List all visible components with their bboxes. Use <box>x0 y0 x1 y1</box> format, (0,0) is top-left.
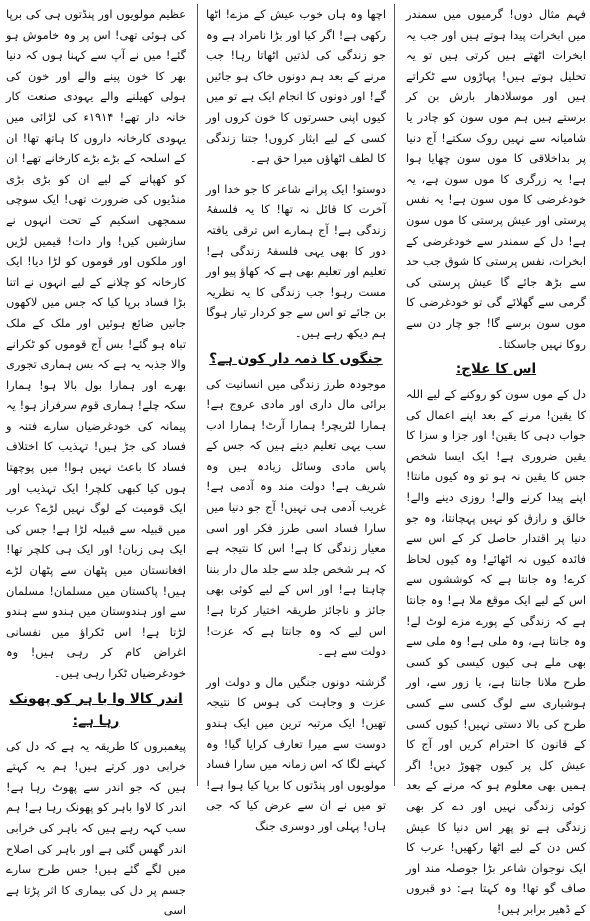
column-middle-paragraph-2: دوستو! ایک پرانے شاعر کا جو خدا اور آخرت کا قائل نہ تھا! کا یہ فلسفۂ زندگی ہے! آج ہمارے اس ترقی یافتہ دور کا بھی یہی فلسفۂ زندگی ہے! تعلیم اور تعلیم بھی ہے کہ کھاؤ پیو اور مست رہو! جب زندگی کا یہ نظریہ بن جائے تو اس سے جو کردار تیار ہوگا ہم دیکھ رہے ہیں۔ <box>206 181 386 340</box>
column-divider-left <box>197 4 198 786</box>
column-middle-paragraph-3: موجودہ طرز زندگی میں انسانیت کی برائی مال داری اور مادی عروج ہے! ہمارا لٹریچر! ہمارا آرٹ! ہمارا ادب سب یہی تعلیم دیتے ہیں کہ جس کے پاس مادی وسائل زیادہ ہیں وہ شریف ہے! دولت مند وہ آدمی ہے! غریب آدمی ہی نہیں! آج جو دنیا میں سارا فساد اسی طرز فکر اور اسی معیار زندگی کا ہے! اس کا نتیجہ ہے کہ ہر شخص جلد سے جلد مال دار بننا چاہتا ہے! اور اس کے لیے کوئی بھی جائز و ناجائز طریقہ اختیار کرتا ہے! اس لیے کہ وہ جانتا ہے کہ عزت! دولت سے ہے۔ <box>206 376 386 659</box>
column-left <box>6 4 186 921</box>
column-left-paragraph-1: عظیم مولویوں اور پنڈتوں ہی کی برپا کی ہوئی تھی! اس پر وہ خاموش ہو گئے! میں نے آپ سے کہنا ہوں کہ دنیا بھر کا خون پینے والے اور خون کی ہولی کھیلنے والے یہودی صنعت کار خانہ دار تھے! ۱۹۱۴ء کی لڑائی میں یہودی کارخانہ داروں کا ہاتھ تھا! ان کے اسلحہ کے بڑے بڑے کارخانے تھے! ان کو کھپانے کے لیے ان کو بڑی بڑی منڈیوں کی ضرورت تھی! ایک سوچی سمجھی اسکیم کے تحت انہوں نے سازشیں کیں! وار دات! قیمیں لڑیں اور ملکوں اور قوموں کو لڑا دیا! ایک کارخانہ کو چلانے کے لیے انہوں نے اتنا بڑا فساد برپا کیا کہ جس میں لاکھوں جانیں ضائع ہوئیں اور ملک کے ملک تباہ ہو گئے! بس آج قوموں کو ٹکرانے والا جذبہ یہ ہے کہ بس ہماری تجوری بھرے اور ہمارا بول بالا ہو! ہمارا سکہ چلے! ہماری قوم سرفراز ہو! یہ پیمانہ کی خودغرضیاں سارے فتنہ و فساد کی جڑ ہیں! تہذیب کا اختلاف فساد کا باعث نہیں ہوا! میں پوچھتا ہوں کیا کبھی کلچر! ایک تہذیب اور ایک قومیت کے لوگ نہیں لڑے؟ عرب میں قبیلہ سے قبیلہ لڑا ہے! جس کی ایک ہی زبان! اور ایک ہی کلچر تھا! افغانستان میں پٹھان سے پٹھان لڑے ہیں! پاکستان میں مسلمان! مسلمان سے اور ہندوستان میں ہندو سے ہندو لڑتا ہے! اس ٹکراؤ میں نفسانی اغراض کام کر رہی ہیں! وہ خودغرضیاں ٹکرا رہی ہیں۔ <box>6 7 186 680</box>
column-middle <box>206 4 386 837</box>
spacer <box>206 169 386 179</box>
heading-wars-responsibility: جنگوں کا ذمہ دار کون ہے؟ <box>209 350 383 367</box>
column-divider-right <box>394 4 395 786</box>
heading-lava: اندر کالا وا با ہر کو پھونک رہا ہے: <box>9 690 183 729</box>
spacer <box>206 662 386 672</box>
column-right-paragraph-2: دل کے موں سون کو روکنے کے لیے اللہ کا یقین! مرنے کے بعد اپنے اعمال کی جواب دہی کا یقین! اور جزا و سزا کا یقین ضروری ہے! ایک ایسا شخص جس کا یقین نہ ہو تو وہ کیوں مانتا! اپنے پیدا کرنے والے! روزی دینے والے! خالق و رازق کو نہیں پہچانتا، وہ جو دنیا پر اقتدار حاصل کر کے اس سے فائدہ کیوں نہ اٹھائے! وہ کیوں لحاظ کرے! وہ جانتا ہے کہ کوششوں سے اس کے لیے ایک موقع ملا ہے! وہ جانتا ہے کہ زندگی کے پورے مزے لوٹ لے! وہ جانتا ہے، وہ ملی ہے! وہ ملی سے بھی ملے ہی کیوں کیسی کو کسی طرح ملانا جانتا ہے، یا زور سے، اور ہوشیاری سے لوگ کسی سے کسی طرح کی بالا دستی نہیں! کیوں کسی کے قانون کا احترام کریں اور آج کا عیش کل پر کیوں چھوڑ دیں! اگر ہمیں بھی معلوم ہو کہ مرنے کے بعد کوئی زندگی نہیں اور دے کر بھی زندگی ہے تو پھر اس دنیا کا عیش کس دن کے لیے اٹھا رکھیں! عرب کا ایک نوجوان شاعر بڑا جوصلہ مند اور صاف گو تھا! وہ کہتا ہے: دو قبروں کے ڈھیر برابر ہیں! <box>406 387 586 916</box>
column-left-paragraph-2: پیغمبروں کا طریقہ یہ ہے کہ دل کی خرابی دور کرتے ہیں! ہم یہ کہتے ہیں کہ جو اندر سے پھوٹ رہا ہے! اندر کا لاوا باہر کو پھونک رہا ہے! ہم سب کہہ رہے ہیں کہ باہر کی خرابی اندر گھس گئی ہے اور باہر کی اصلاح میں لگے گئے ہیں! جس طرح سارے جسم پر دل کی بیماری کا اثر پڑتا ہے اسی <box>6 738 186 918</box>
column-middle-paragraph-1: اچھا وہ ہاں خوب عیش کے مزے! اٹھا رکھی ہے! اگر کیا اور بڑا نامراد ہے وہ جو زندگی کی لذتیں اٹھاتا رہا! جب مرنے کے بعد ہم دونوں خاک ہو جائیں گے! اور دونوں کا انجام ایک ہے تو میں کیوں اپنی حسرتوں کا خون کروں اور کسی کے لیے ایثار کروں! جتنا زندگی کا لطف اٹھاؤں میرا حق ہے۔ <box>206 7 386 166</box>
column-middle-paragraph-4: گزشتہ دونوں جنگیں مال و دولت اور عزت و وجاہت کی ہوس کا نتیجہ تھیں! ایک مرتبہ ترین میں ایک ہندو دوست سے میرا تعارف کرایا گیا! وہ کہنے لگا کہ اس زمانہ میں سارا فساد مولویوں اور پنڈتوں کا برپا کیا ہوا ہے! تو میں نے ان سے عرض کیا کہ جی ہاں! پہلی اور دوسری جنگ <box>206 674 386 833</box>
heading-treatment: اس کا علاج: <box>455 361 537 378</box>
column-right-paragraph-1: فہم مثال دوں! گرمیوں میں سمندر میں ابخرات پیدا ہوتے ہیں اور جب یہ ابخرات اٹھتے ہیں کرتی ہیں تو یہ تحلیل ہوتے ہیں! پہاڑوں سے ٹکراتے ہیں اور موسلادھار بارش بن کر برستے ہیں ہم موں سون کو چادر یا شامیانہ سے نہیں روک سکتے! آج دنیا پر بداخلاقی کا موں سون چھایا ہوا ہے! یہ زرگری کا موں سون ہے، یہ خودغرضی کا موں سون ہے! یہ نفس پرستی اور عیش پرستی کا موں سون ہے! دل کے سمندر سے خودغرضی کے ابخرات، نفس پرستی کا شوق جب حد سے بڑھ جائے گا عیش پرستی کی گرمی سے گھلائے گی تو خودغرضی کا موں سون برسے گا! جو چار دن سے روکا نہیں جاسکتا۔ <box>406 7 586 351</box>
column-right <box>406 4 586 920</box>
